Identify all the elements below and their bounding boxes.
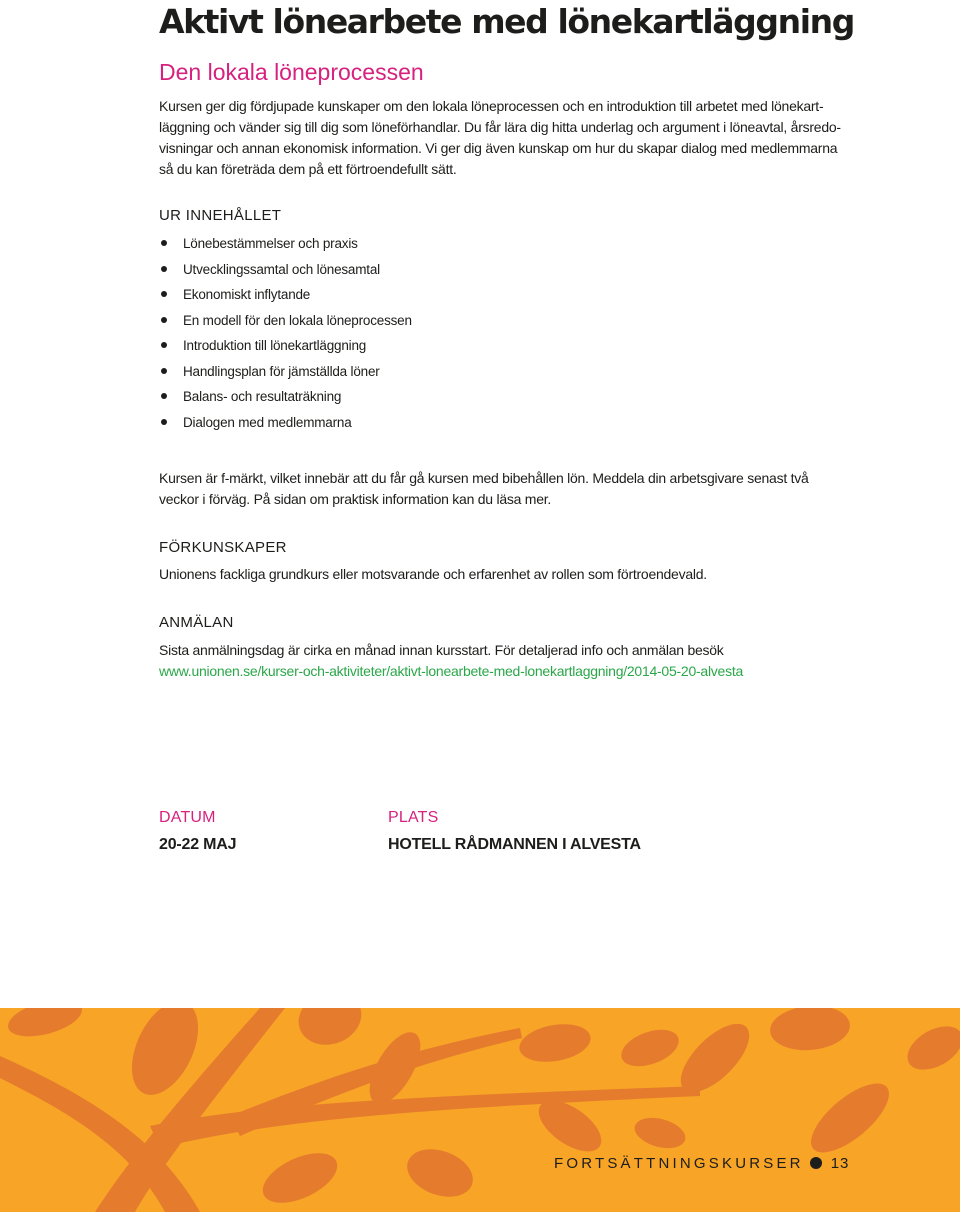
prerequisites-line: Unionens fackliga grundkurs eller motsvarande och erfarenhet av rollen som förtroendevald. <box>159 566 707 582</box>
registration-heading: ANMÄLAN <box>159 614 234 631</box>
intro-paragraph <box>159 96 841 180</box>
contents-heading: UR INNEHÅLLET <box>159 207 282 224</box>
page-title: Aktivt lönearbete med lönekartläggning <box>159 2 854 41</box>
bullet-icon <box>161 291 167 297</box>
list-item-label: Dialogen med medlemmarna <box>183 414 352 430</box>
bullet-icon <box>161 393 167 399</box>
contents-list <box>159 233 412 437</box>
prerequisites-text <box>159 564 707 585</box>
page-number: 13 <box>830 1154 850 1172</box>
list-item <box>159 284 412 310</box>
list-item <box>159 412 412 438</box>
list-item-label: En modell för den lokala löneprocessen <box>183 312 412 328</box>
f-marked-line: Kursen är f-märkt, vilket innebär att du får gå kursen med bibehållen lön. Meddela din arbetsgivare senast två <box>159 470 809 486</box>
intro-line: så du kan företräda dem på ett förtroendefullt sätt. <box>159 161 457 177</box>
bullet-icon <box>161 240 167 246</box>
list-item-label: Ekonomiskt inflytande <box>183 287 311 302</box>
intro-line: visningar och annan ekonomisk information. Vi ger dig även kunskap om hur du skapar dialog med medlemmarna <box>159 140 838 156</box>
list-item <box>159 310 412 336</box>
date-label: DATUM <box>159 809 216 826</box>
f-marked-paragraph <box>159 468 809 510</box>
list-item-label: Balans- och resultaträkning <box>183 389 342 404</box>
list-item-label: Introduktion till lönekartläggning <box>183 338 367 353</box>
bullet-icon <box>161 317 167 323</box>
list-item <box>159 386 412 412</box>
list-item <box>159 259 412 285</box>
list-item <box>159 335 412 361</box>
footer-section-label <box>554 1152 849 1174</box>
f-marked-line: veckor i förväg. På sidan om praktisk information kan du läsa mer. <box>159 491 552 507</box>
list-item-label: Utvecklingssamtal och lönesamtal <box>183 261 380 277</box>
registration-link[interactable]: www.unionen.se/kurser-och-aktiviteter/aktivt-lonearbete-med-lonekartlaggning/2014-05-20-alvesta <box>159 663 744 679</box>
dot-icon <box>810 1157 822 1169</box>
bullet-icon <box>161 419 167 425</box>
course-subtitle: Den lokala löneprocessen <box>159 59 424 85</box>
prerequisites-heading: FÖRKUNSKAPER <box>159 539 287 556</box>
list-item-label: Handlingsplan för jämställda löner <box>183 363 380 379</box>
footer-label: FORTSÄTTNINGSKURSER <box>554 1154 804 1172</box>
registration-text <box>159 640 743 682</box>
leaf-branch-illustration <box>0 1008 960 1212</box>
place-label: PLATS <box>388 809 439 826</box>
date-value: 20-22 MAJ <box>159 836 237 853</box>
registration-line: Sista anmälningsdag är cirka en månad innan kursstart. För detaljerad info och anmälan besök <box>159 642 724 658</box>
place-value: HOTELL RÅDMANNEN I ALVESTA <box>388 836 641 853</box>
intro-line: läggning och vänder sig till dig som löneförhandlar. Du får lära dig hitta underlag och argument i löneavtal, årsredo- <box>159 119 841 135</box>
bullet-icon <box>161 266 167 272</box>
list-item <box>159 233 412 259</box>
bullet-icon <box>161 342 167 348</box>
list-item-label: Lönebestämmelser och praxis <box>183 236 358 251</box>
bullet-icon <box>161 368 167 374</box>
list-item <box>159 361 412 387</box>
intro-line: Kursen ger dig fördjupade kunskaper om den lokala löneprocessen och en introduktion till arbetet med lönekart- <box>159 98 824 114</box>
